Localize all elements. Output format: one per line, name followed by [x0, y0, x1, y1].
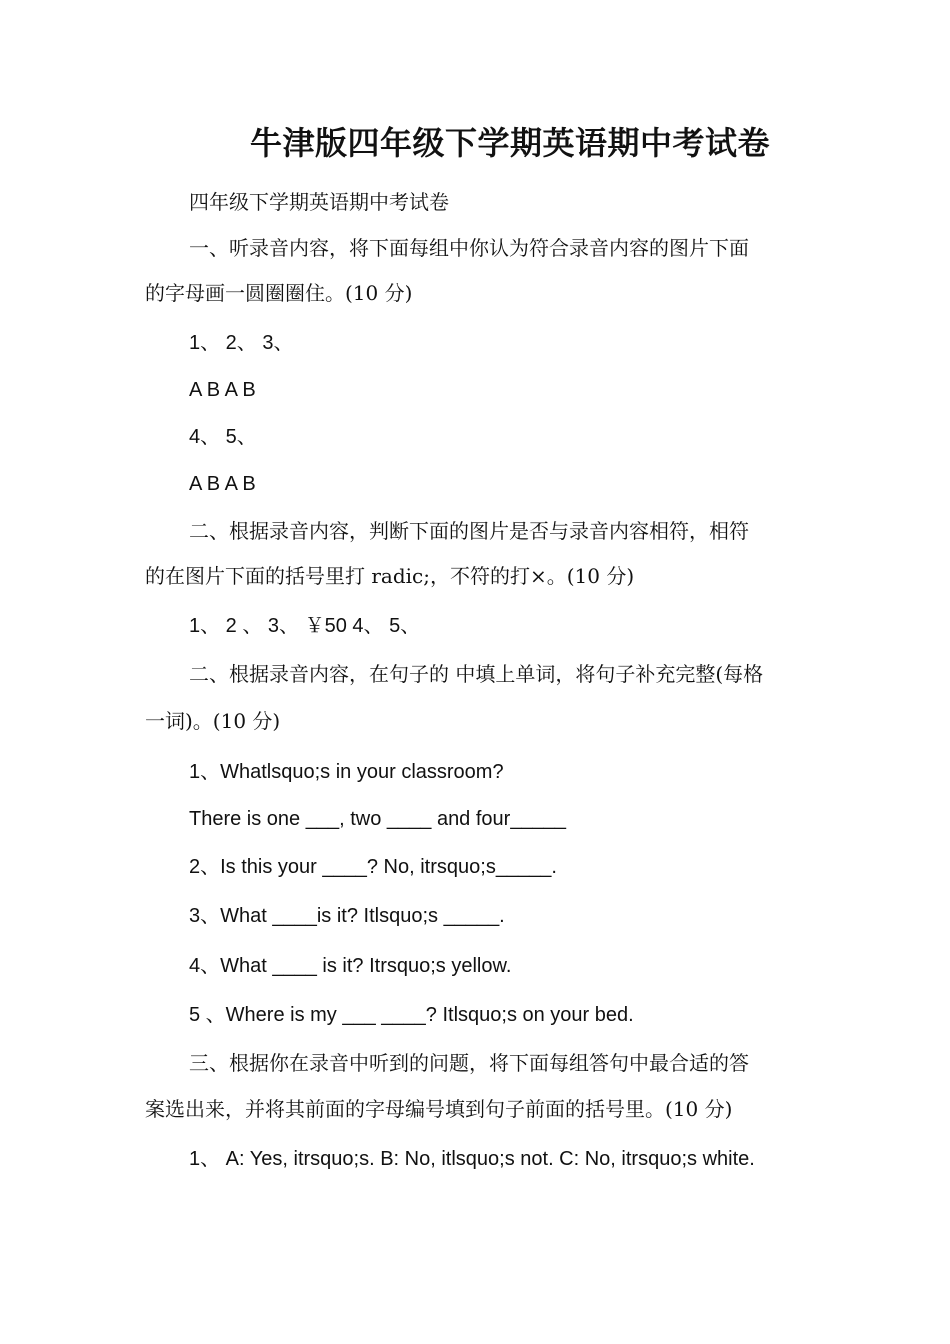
question-numbers-row-1: 1、 2、 3、 [189, 332, 294, 354]
options-row-2: A B A B [189, 473, 256, 495]
fill-blank-question-4: 4、What ____ is it? Itrsquo;s yellow. [189, 955, 512, 977]
section-4-instruction-line-1: 三、根据你在录音中听到的问题，将下面每组答句中最合适的答 [189, 1051, 749, 1075]
fill-blank-question-3: 3、What ____is it? Itlsquo;s _____. [189, 905, 505, 927]
fill-blank-question-1: 1、Whatlsquo;s in your classroom? [189, 761, 504, 783]
section-3-instruction-line-1: 二、根据录音内容，在句子的 中填上单词，将句子补充完整(每格 [189, 662, 764, 686]
question-numbers-row-3: 1、 2 、 3、 ￥50 4、 5、 [189, 615, 421, 637]
fill-blank-question-5: 5 、Where is my ___ ____? Itlsquo;s on your bed. [189, 1004, 634, 1026]
answer-choice-question-1: 1、 A: Yes, itrsquo;s. B: No, itlsquo;s not. C: No, itrsquo;s white. [189, 1148, 755, 1170]
section-2-instruction-line-1: 二、根据录音内容，判断下面的图片是否与录音内容相符，相符 [189, 519, 749, 543]
section-1-instruction-line-2: 的字母画一圆圈圈住。(10 分) [145, 281, 413, 305]
question-numbers-row-2: 4、 5、 [189, 426, 257, 448]
options-row-1: A B A B [189, 379, 256, 401]
section-2-instruction-line-2: 的在图片下面的括号里打 radic;，不符的打×。(10 分) [145, 564, 635, 588]
subtitle-line: 四年级下学期英语期中考试卷 [189, 190, 449, 214]
document-title: 牛津版四年级下学期英语期中考试卷 [249, 124, 770, 162]
fill-blank-question-1-sentence: There is one ___, two ____ and four_____ [189, 808, 566, 830]
fill-blank-question-2: 2、Is this your ____? No, itrsquo;s_____. [189, 856, 557, 878]
section-1-instruction-line-1: 一、听录音内容，将下面每组中你认为符合录音内容的图片下面 [189, 236, 749, 260]
section-3-instruction-line-2: 一词)。(10 分) [145, 709, 281, 733]
section-4-instruction-line-2: 案选出来，并将其前面的字母编号填到句子前面的括号里。(10 分) [145, 1097, 733, 1121]
